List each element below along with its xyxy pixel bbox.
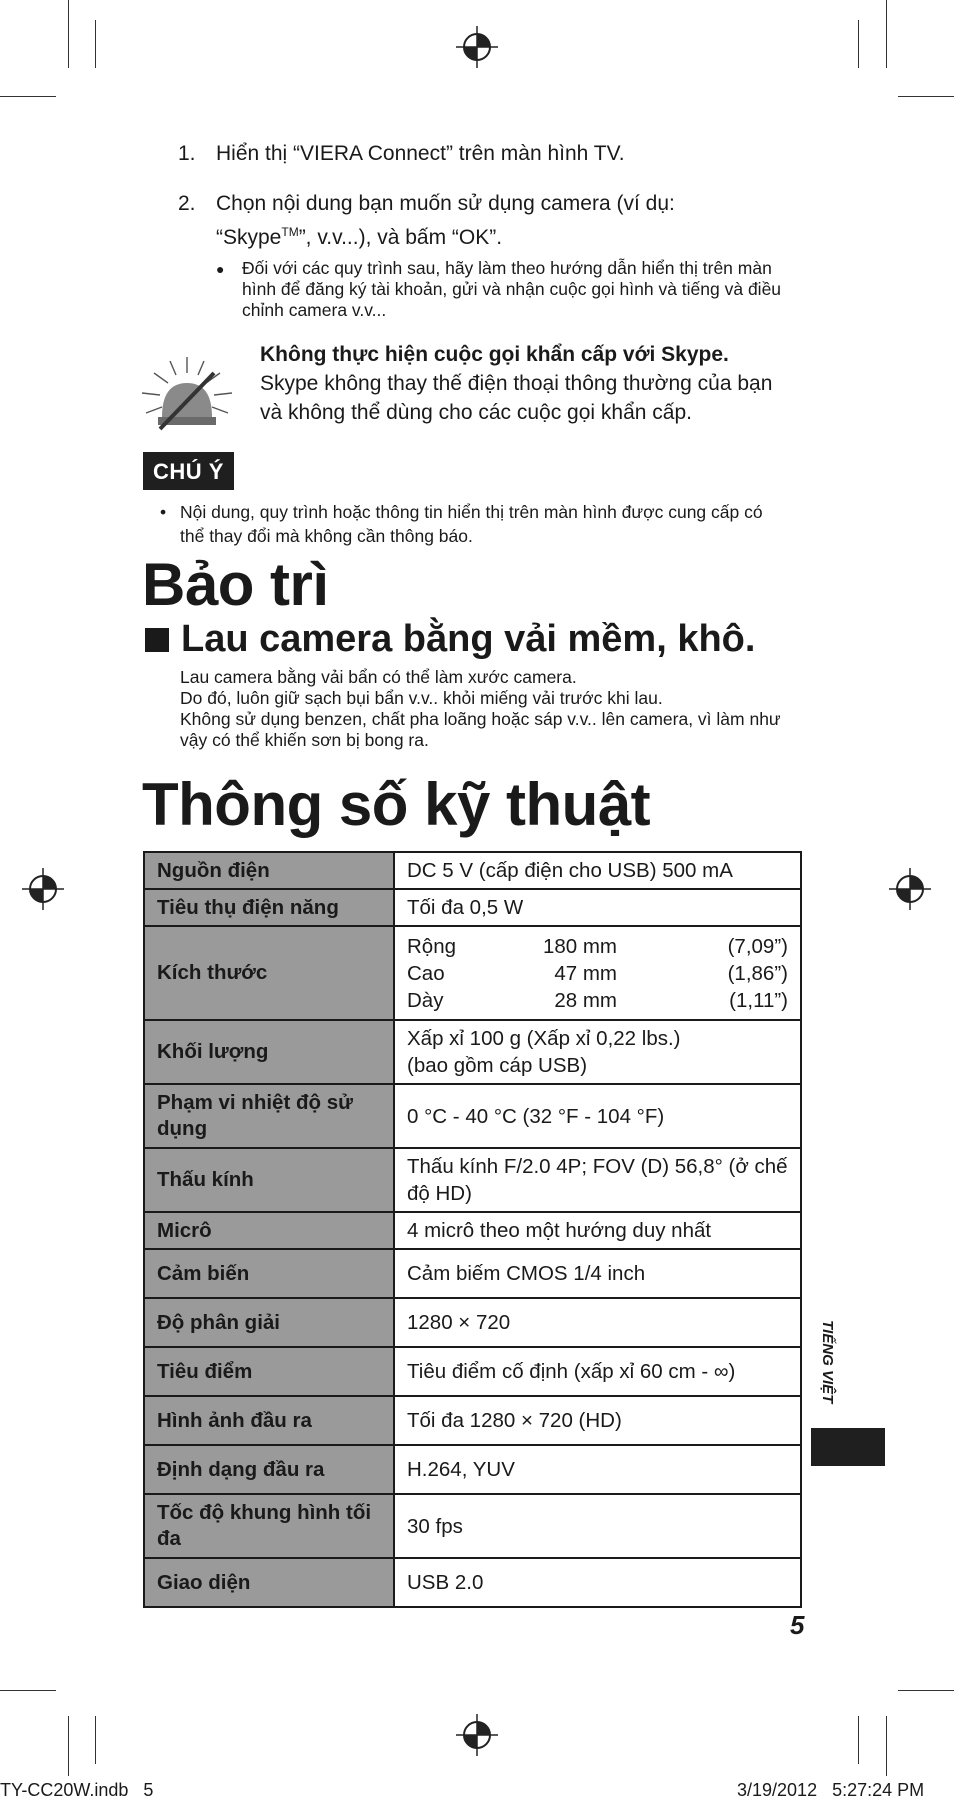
step-text-line: “Skype™”, v.v...), và bấm “OK”.	[216, 225, 503, 249]
spec-value: 30 fps	[394, 1494, 801, 1558]
spec-label: Tiêu thụ điện năng	[144, 889, 394, 926]
table-row	[144, 1084, 801, 1148]
step-item	[178, 190, 808, 321]
spec-value: Thấu kính F/2.0 4P; FOV (D) 56,8° (ở chế độ HD)	[394, 1148, 801, 1212]
registration-mark-icon	[22, 868, 64, 910]
table-row	[144, 1396, 801, 1445]
table-row	[144, 1298, 801, 1347]
spec-value: 4 micrô theo một hướng duy nhất	[394, 1212, 801, 1249]
table-row	[144, 926, 801, 1020]
spec-label: Độ phân giải	[144, 1298, 394, 1347]
crop-mark	[898, 1690, 954, 1691]
spec-value: H.264, YUV	[394, 1445, 801, 1494]
table-row	[144, 1494, 801, 1558]
crop-mark	[68, 1716, 69, 1776]
spec-label: Thấu kính	[144, 1148, 394, 1212]
spec-label: Nguồn điện	[144, 852, 394, 889]
footer-file: TY-CC20W.indb 5	[0, 1780, 154, 1800]
table-row	[144, 1020, 801, 1084]
maintenance-line: Do đó, luôn giữ sạch bụi bẩn v.v.. khỏi miếng vải trước khi lau.	[180, 688, 663, 708]
spec-label: Tốc độ khung hình tối đa	[144, 1494, 394, 1558]
page-number: 5	[790, 1610, 805, 1640]
crop-mark	[886, 1716, 887, 1776]
spec-value: Cảm biếm CMOS 1/4 inch	[394, 1249, 801, 1298]
warning-text	[260, 340, 800, 427]
spec-label: Định dạng đầu ra	[144, 1445, 394, 1494]
spec-value: Xấp xỉ 100 g (Xấp xỉ 0,22 lbs.) (bao gồm cáp USB)	[394, 1020, 801, 1084]
step-text: Hiển thị “VIERA Connect” trên màn hình TV.	[216, 142, 625, 165]
spec-label: Hình ảnh đầu ra	[144, 1396, 394, 1445]
crop-mark	[95, 1716, 96, 1764]
note-badge: CHÚ Ý	[143, 452, 234, 490]
spec-label: Tiêu điểm	[144, 1347, 394, 1396]
registration-mark-icon	[889, 868, 931, 910]
maintenance-text	[180, 667, 800, 751]
spec-value: Tối đa 0,5 W	[394, 889, 801, 926]
step-text-line: Chọn nội dung bạn muốn sử dụng camera (ví dụ:	[216, 192, 675, 215]
spec-label: Micrô	[144, 1212, 394, 1249]
maintenance-heading: Bảo trì	[142, 551, 329, 618]
spec-value: Tiêu điểm cố định (xấp xỉ 60 cm - ∞)	[394, 1347, 801, 1396]
table-row	[144, 1347, 801, 1396]
crop-mark	[858, 1716, 859, 1764]
spec-label: Kích thước	[144, 926, 394, 1020]
table-row	[144, 1148, 801, 1212]
step-number: 2.	[178, 192, 196, 215]
bullet-dot-icon: ●	[216, 261, 225, 277]
maintenance-subheading: Lau camera bằng vải mềm, khô.	[145, 618, 755, 661]
square-bullet-icon	[145, 628, 169, 652]
maintenance-line: Không sử dụng benzen, chất pha loãng hoặc sáp v.v.. lên camera, vì làm như vậy có thể khiến sơn bị bong ra.	[180, 709, 781, 750]
bullet-dot-icon: •	[160, 502, 167, 522]
specs-heading: Thông số kỹ thuật	[142, 771, 651, 838]
crop-mark	[898, 96, 954, 97]
footer-timestamp: 3/19/2012 5:27:24 PM	[737, 1780, 925, 1800]
trademark-mark: TM	[281, 225, 299, 239]
maintenance-line: Lau camera bằng vải bẩn có thể làm xước camera.	[180, 667, 577, 687]
spec-value	[394, 926, 801, 1020]
dimensions-grid: Rộng 180 mm (7,09”) Cao 47 mm (1,86”) Dày 28 mm (1,11”)	[407, 934, 788, 1012]
crop-mark	[0, 1690, 56, 1691]
spec-value: 1280 × 720	[394, 1298, 801, 1347]
language-side-tab	[811, 1428, 885, 1466]
table-row	[144, 1558, 801, 1607]
registration-mark-icon	[456, 26, 498, 68]
spec-value: DC 5 V (cấp điện cho USB) 500 mA	[394, 852, 801, 889]
spec-value: Tối đa 1280 × 720 (HD)	[394, 1396, 801, 1445]
language-side-label: TIẾNG VIỆT	[819, 1320, 836, 1404]
step-bullet	[216, 258, 808, 321]
table-row	[144, 889, 801, 926]
spec-label: Phạm vi nhiệt độ sử dụng	[144, 1084, 394, 1148]
table-row	[144, 1445, 801, 1494]
spec-value: 0 °C - 40 °C (32 °F - 104 °F)	[394, 1084, 801, 1148]
crop-mark	[886, 0, 887, 68]
table-row	[144, 1249, 801, 1298]
spec-label: Cảm biến	[144, 1249, 394, 1298]
crop-mark	[0, 96, 56, 97]
step-number: 1.	[178, 142, 196, 165]
table-row	[144, 1212, 801, 1249]
steps-list	[178, 140, 808, 343]
specs-table	[143, 851, 802, 1608]
crop-mark	[858, 20, 859, 68]
registration-mark-icon	[456, 1714, 498, 1756]
no-emergency-call-icon	[140, 355, 234, 435]
spec-label: Khối lượng	[144, 1020, 394, 1084]
bullet-text: Đối với các quy trình sau, hãy làm theo hướng dẫn hiển thị trên màn hình để đăng ký tài khoản, gửi và nhận cuộc gọi hình và tiếng và điều chỉnh camera v.v...	[242, 258, 782, 320]
crop-mark	[95, 20, 96, 68]
warning-body: Skype không thay thế điện thoại thông thường của bạn và không thể dùng cho các cuộc gọi khẩn cấp.	[260, 372, 773, 424]
step-text	[216, 190, 808, 321]
step-item	[178, 140, 808, 168]
table-row	[144, 852, 801, 889]
spec-label: Giao diện	[144, 1558, 394, 1607]
warning-title: Không thực hiện cuộc gọi khẩn cấp với Skype.	[260, 343, 729, 366]
spec-value: USB 2.0	[394, 1558, 801, 1607]
crop-mark	[68, 0, 69, 68]
note-text: • Nội dung, quy trình hoặc thông tin hiển thị trên màn hình được cung cấp có thể thay đổi mà không cần thông báo.	[160, 502, 763, 546]
